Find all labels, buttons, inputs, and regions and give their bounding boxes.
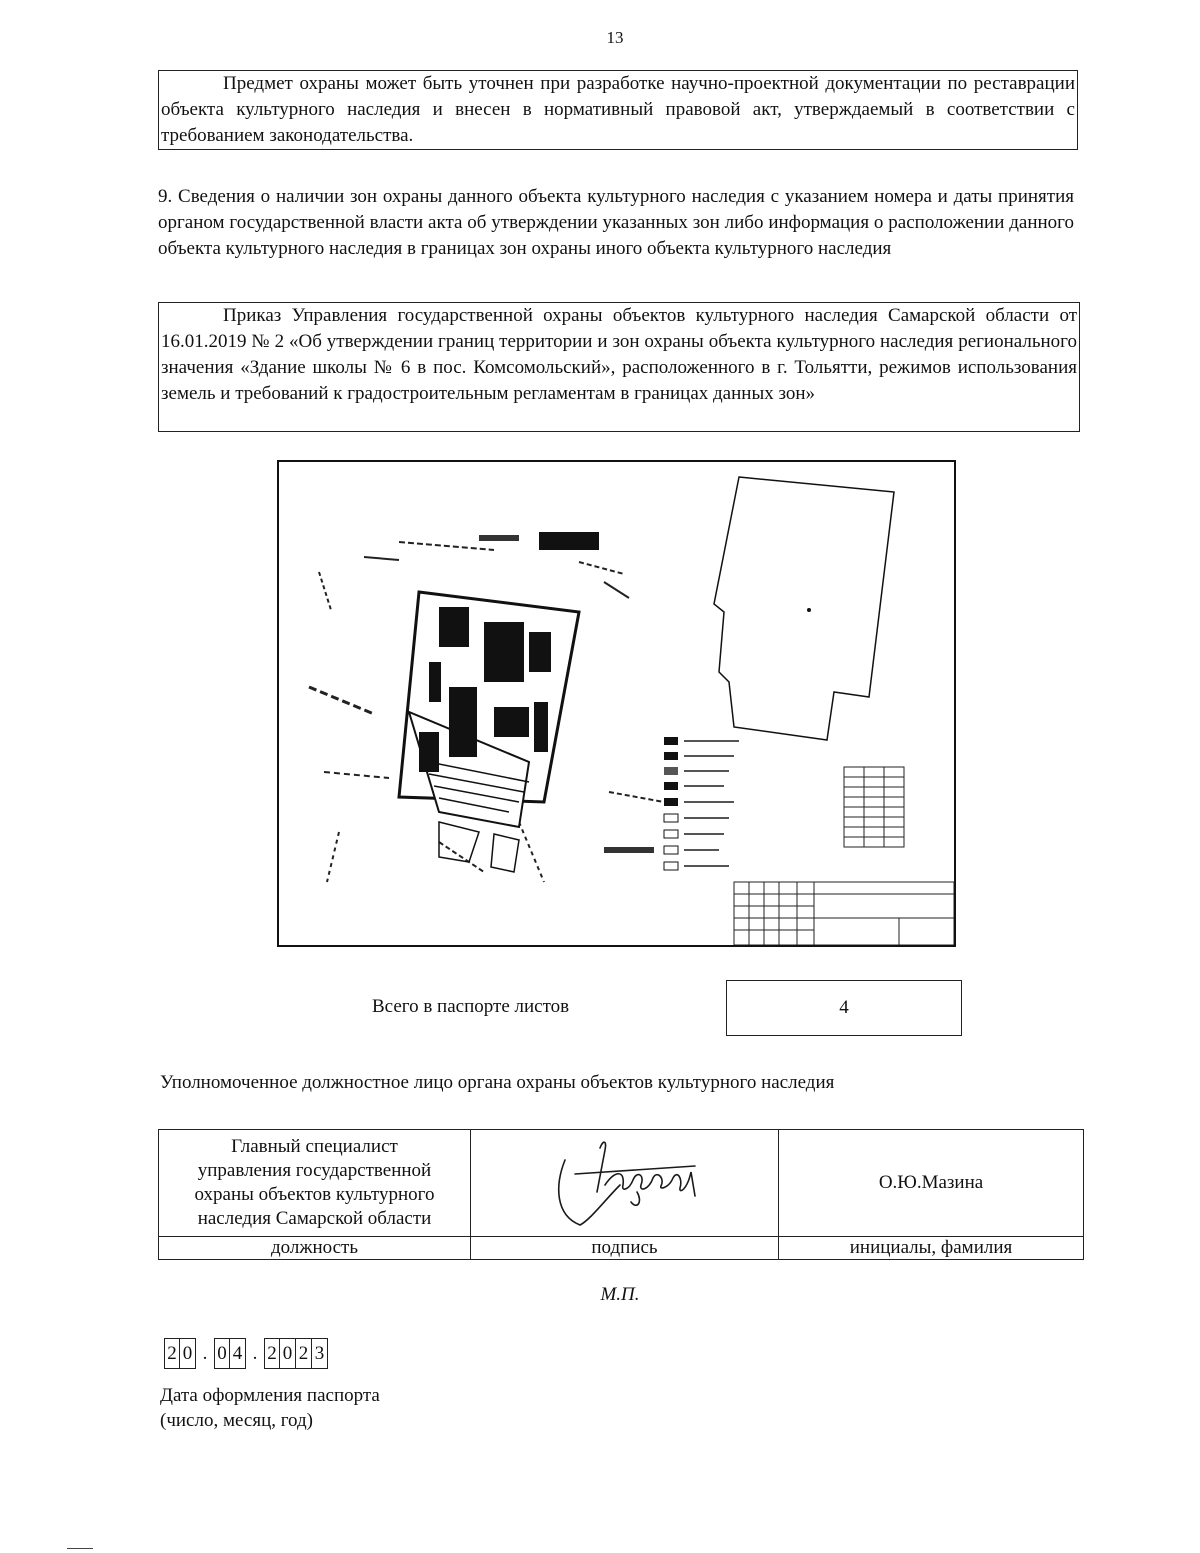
position-line: Главный специалист [231, 1136, 398, 1157]
handwritten-signature [525, 1130, 725, 1230]
position-line: управления государственной [197, 1160, 432, 1181]
date-digit-box: 2 [264, 1338, 280, 1369]
map-drawing [279, 462, 954, 945]
date-digit-box: 2 [296, 1338, 312, 1369]
date-separator: . [202, 1342, 208, 1364]
order-text: Приказ Управления государственной охраны объектов культурного наследия Самарской области от 16.01.2019 № 2 «Об утверждении границ территории и зон охраны объекта культурного наследия регионального значения «Здание школы № 6 в пос. Комсомольский», расположенного в г. Тольятти, режимов использования земель и требований к градостроительным регламентам в границах данных зон» [161, 305, 1077, 404]
stamp-place: М.П. [600, 1284, 640, 1305]
page-number: 13 [606, 28, 624, 47]
date-caption [160, 1383, 380, 1433]
date-digit-box: 0 [180, 1338, 196, 1369]
name-cell: О.Ю.Мазина [779, 1130, 1084, 1237]
subject-note-box [158, 70, 1078, 150]
signature-cell [471, 1130, 779, 1237]
date-separator: . [252, 1342, 258, 1364]
sheets-total-label: Всего в паспорте листов [372, 996, 570, 1017]
position-column-caption: должность [159, 1237, 471, 1260]
position-line: наследия Самарской области [197, 1208, 432, 1229]
footer-rule [67, 1548, 93, 1549]
date-caption-line: (число, месяц, год) [160, 1410, 314, 1431]
position-line: охраны объектов культурного [194, 1184, 435, 1205]
date-digit-box: 3 [312, 1338, 328, 1369]
position-cell [159, 1130, 471, 1237]
date-digit-box: 0 [214, 1338, 230, 1369]
date-digit-box: 4 [230, 1338, 246, 1369]
section-9-heading: 9. Сведения о наличии зон охраны данного объекта культурного наследия с указанием номера и даты принятия органом государственной власти акта об утверждении указанных зон либо информация о расположении данного объекта культурного наследия в границах зон охраны иного объекта культурного наследия [158, 186, 1074, 259]
date-caption-line: Дата оформления паспорта [160, 1385, 380, 1406]
sheets-total-value: 4 [726, 980, 962, 1036]
name-column-caption: инициалы, фамилия [779, 1237, 1084, 1260]
protection-zone-map [277, 460, 956, 947]
official-caption: Уполномоченное должностное лицо органа охраны объектов культурного наследия [160, 1072, 835, 1093]
issue-date [164, 1338, 328, 1369]
date-digit-box: 2 [164, 1338, 180, 1369]
order-box [158, 302, 1080, 432]
date-digit-box: 0 [280, 1338, 296, 1369]
subject-note-text: Предмет охраны может быть уточнен при разработке научно-проектной документации по реставрации объекта культурного наследия и внесен в нормативный правовой акт, утверждаемый в соответствии с требованием законодательства. [161, 73, 1075, 146]
signature-table [158, 1129, 1084, 1260]
signature-column-caption: подпись [471, 1237, 779, 1260]
